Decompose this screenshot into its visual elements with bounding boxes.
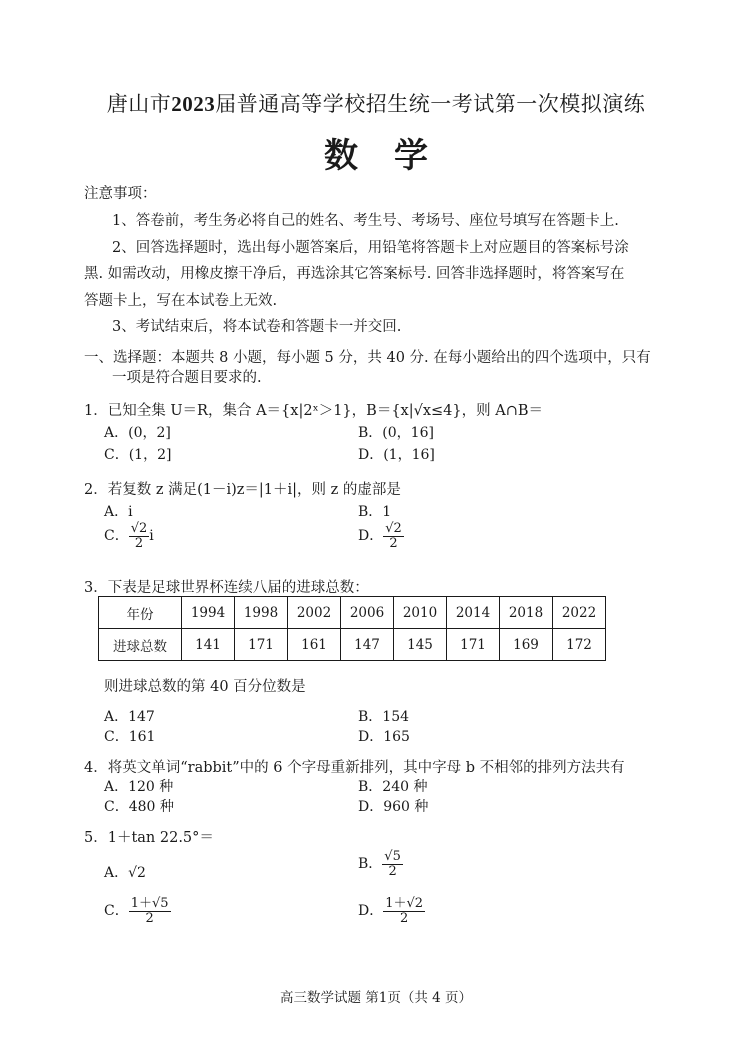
notes-item-2-line-2: 黑. 如需改动，用橡皮擦干净后，再选涂其它答案标号. 回答非选择题时，将答案写在 [84,266,625,282]
table-cell: 1998 [235,597,288,629]
table-cell: 2018 [500,597,553,629]
title-year: 2023 [171,92,216,116]
table-cell: 172 [553,629,606,661]
q1-stem: 1．已知全集 U＝R，集合 A＝{x|2ˣ＞1}，B＝{x|√x≤4}，则 A∩B＝ [84,403,544,419]
table-cell: 169 [500,629,553,661]
notes-item-1: 1、答卷前，考生务必将自己的姓名、考生号、考场号、座位号填写在答题卡上. [112,213,619,229]
notes-heading: 注意事项： [84,186,157,202]
q4-option-d: D．960 种 [358,799,429,815]
table-cell: 2014 [447,597,500,629]
notes-item-3: 3、考试结束后，将本试卷和答题卡一并交回. [112,319,402,335]
table-cell: 2010 [394,597,447,629]
q5-option-c [104,897,171,925]
table-header-goals: 进球总数 [99,629,182,661]
q2-option-d [358,522,404,550]
q5-option-b-fraction: $\frac{√5}{2}$ [384,849,401,879]
q3-option-d: D．165 [358,729,410,745]
q1-option-a: A．(0，2] [104,425,171,441]
table-cell: 145 [394,629,447,661]
table-cell: 2002 [288,597,341,629]
q5-option-b [358,850,403,878]
q5-option-a-label: A． [104,865,129,881]
q5-stem: 5．1＋tan 22.5°＝ [84,830,214,846]
q4-stem: 4．将英文单词“rabbit”中的 6 个字母重新排列，其中字母 b 不相邻的排列方法共有 [84,760,625,776]
notes-item-2-line-3: 答题卡上，写在本试卷上无效. [84,293,278,309]
q4-option-c: C．480 种 [104,799,174,815]
q1-option-d: D．(1，16] [358,447,435,463]
table-cell: 147 [341,629,394,661]
q2-option-d-label: D． [358,528,384,545]
q2-option-c-fraction: $\frac{√2}{2}$ [130,521,148,551]
q3-option-b: B．154 [358,709,410,725]
q2-option-d-fraction: $\frac{√2}{2}$ [385,521,402,551]
table-cell: 2022 [553,597,606,629]
q2-option-c-label: C． [104,528,129,545]
q5-option-d-fraction: $\frac{1+√2}{2}$ [385,896,424,926]
q1-option-b: B．(0，16] [358,425,434,441]
section1-instructions-line-2: 一项是符合题目要求的. [112,370,262,386]
table-cell: 1994 [182,597,235,629]
page-footer: 高三数学试题 第1页（共 4 页） [279,990,473,1006]
notes-item-2-line-1: 2、回答选择题时，选出每小题答案后，用铅笔将答题卡上对应题目的答案标号涂 [112,240,629,256]
q4-option-a: A．120 种 [104,779,174,795]
q3-option-a: A．147 [104,709,155,725]
q2-option-a: A．i [104,504,133,520]
table-row-years [99,597,606,629]
q2-option-c [104,522,154,550]
q2-option-c-suffix: i [149,528,154,545]
q4-option-b: B．240 种 [358,779,428,795]
q5-option-c-label: C． [104,903,129,920]
table-cell: 2006 [341,597,394,629]
table-cell: 171 [447,629,500,661]
q5-option-b-label: B． [358,856,383,873]
q3-stem: 3．下表是足球世界杯连续八届的进球总数： [84,580,369,596]
q5-option-a-value: √2 [128,865,146,881]
q2-option-b: B．1 [358,504,392,520]
q3-question: 则进球总数的第 40 百分位数是 [104,679,306,695]
q5-option-d-label: D． [358,903,384,920]
q3-option-c: C．161 [104,729,156,745]
title-city: 唐山市 [106,92,172,116]
q5-option-a [104,862,146,882]
table-cell: 171 [235,629,288,661]
q5-option-d [358,897,425,925]
subject-title: 数学 [324,136,464,176]
q1-option-c: C．(1，2] [104,447,172,463]
table-header-year: 年份 [99,597,182,629]
table-row-goals [99,629,606,661]
q2-stem: 2．若复数 z 满足(1－i)z＝|1＋i|，则 z 的虚部是 [84,482,401,498]
title-rest: 届普通高等学校招生统一考试第一次模拟演练 [215,92,646,116]
table-cell: 161 [288,629,341,661]
q5-option-c-fraction: $\frac{1+√5}{2}$ [130,896,169,926]
world-cup-goals-table [98,596,606,661]
section1-instructions-line-1: 一、选择题：本题共 8 小题，每小题 5 分，共 40 分. 在每小题给出的四个选项中，只有 [84,350,651,366]
exam-title [0,88,752,118]
table-cell: 141 [182,629,235,661]
